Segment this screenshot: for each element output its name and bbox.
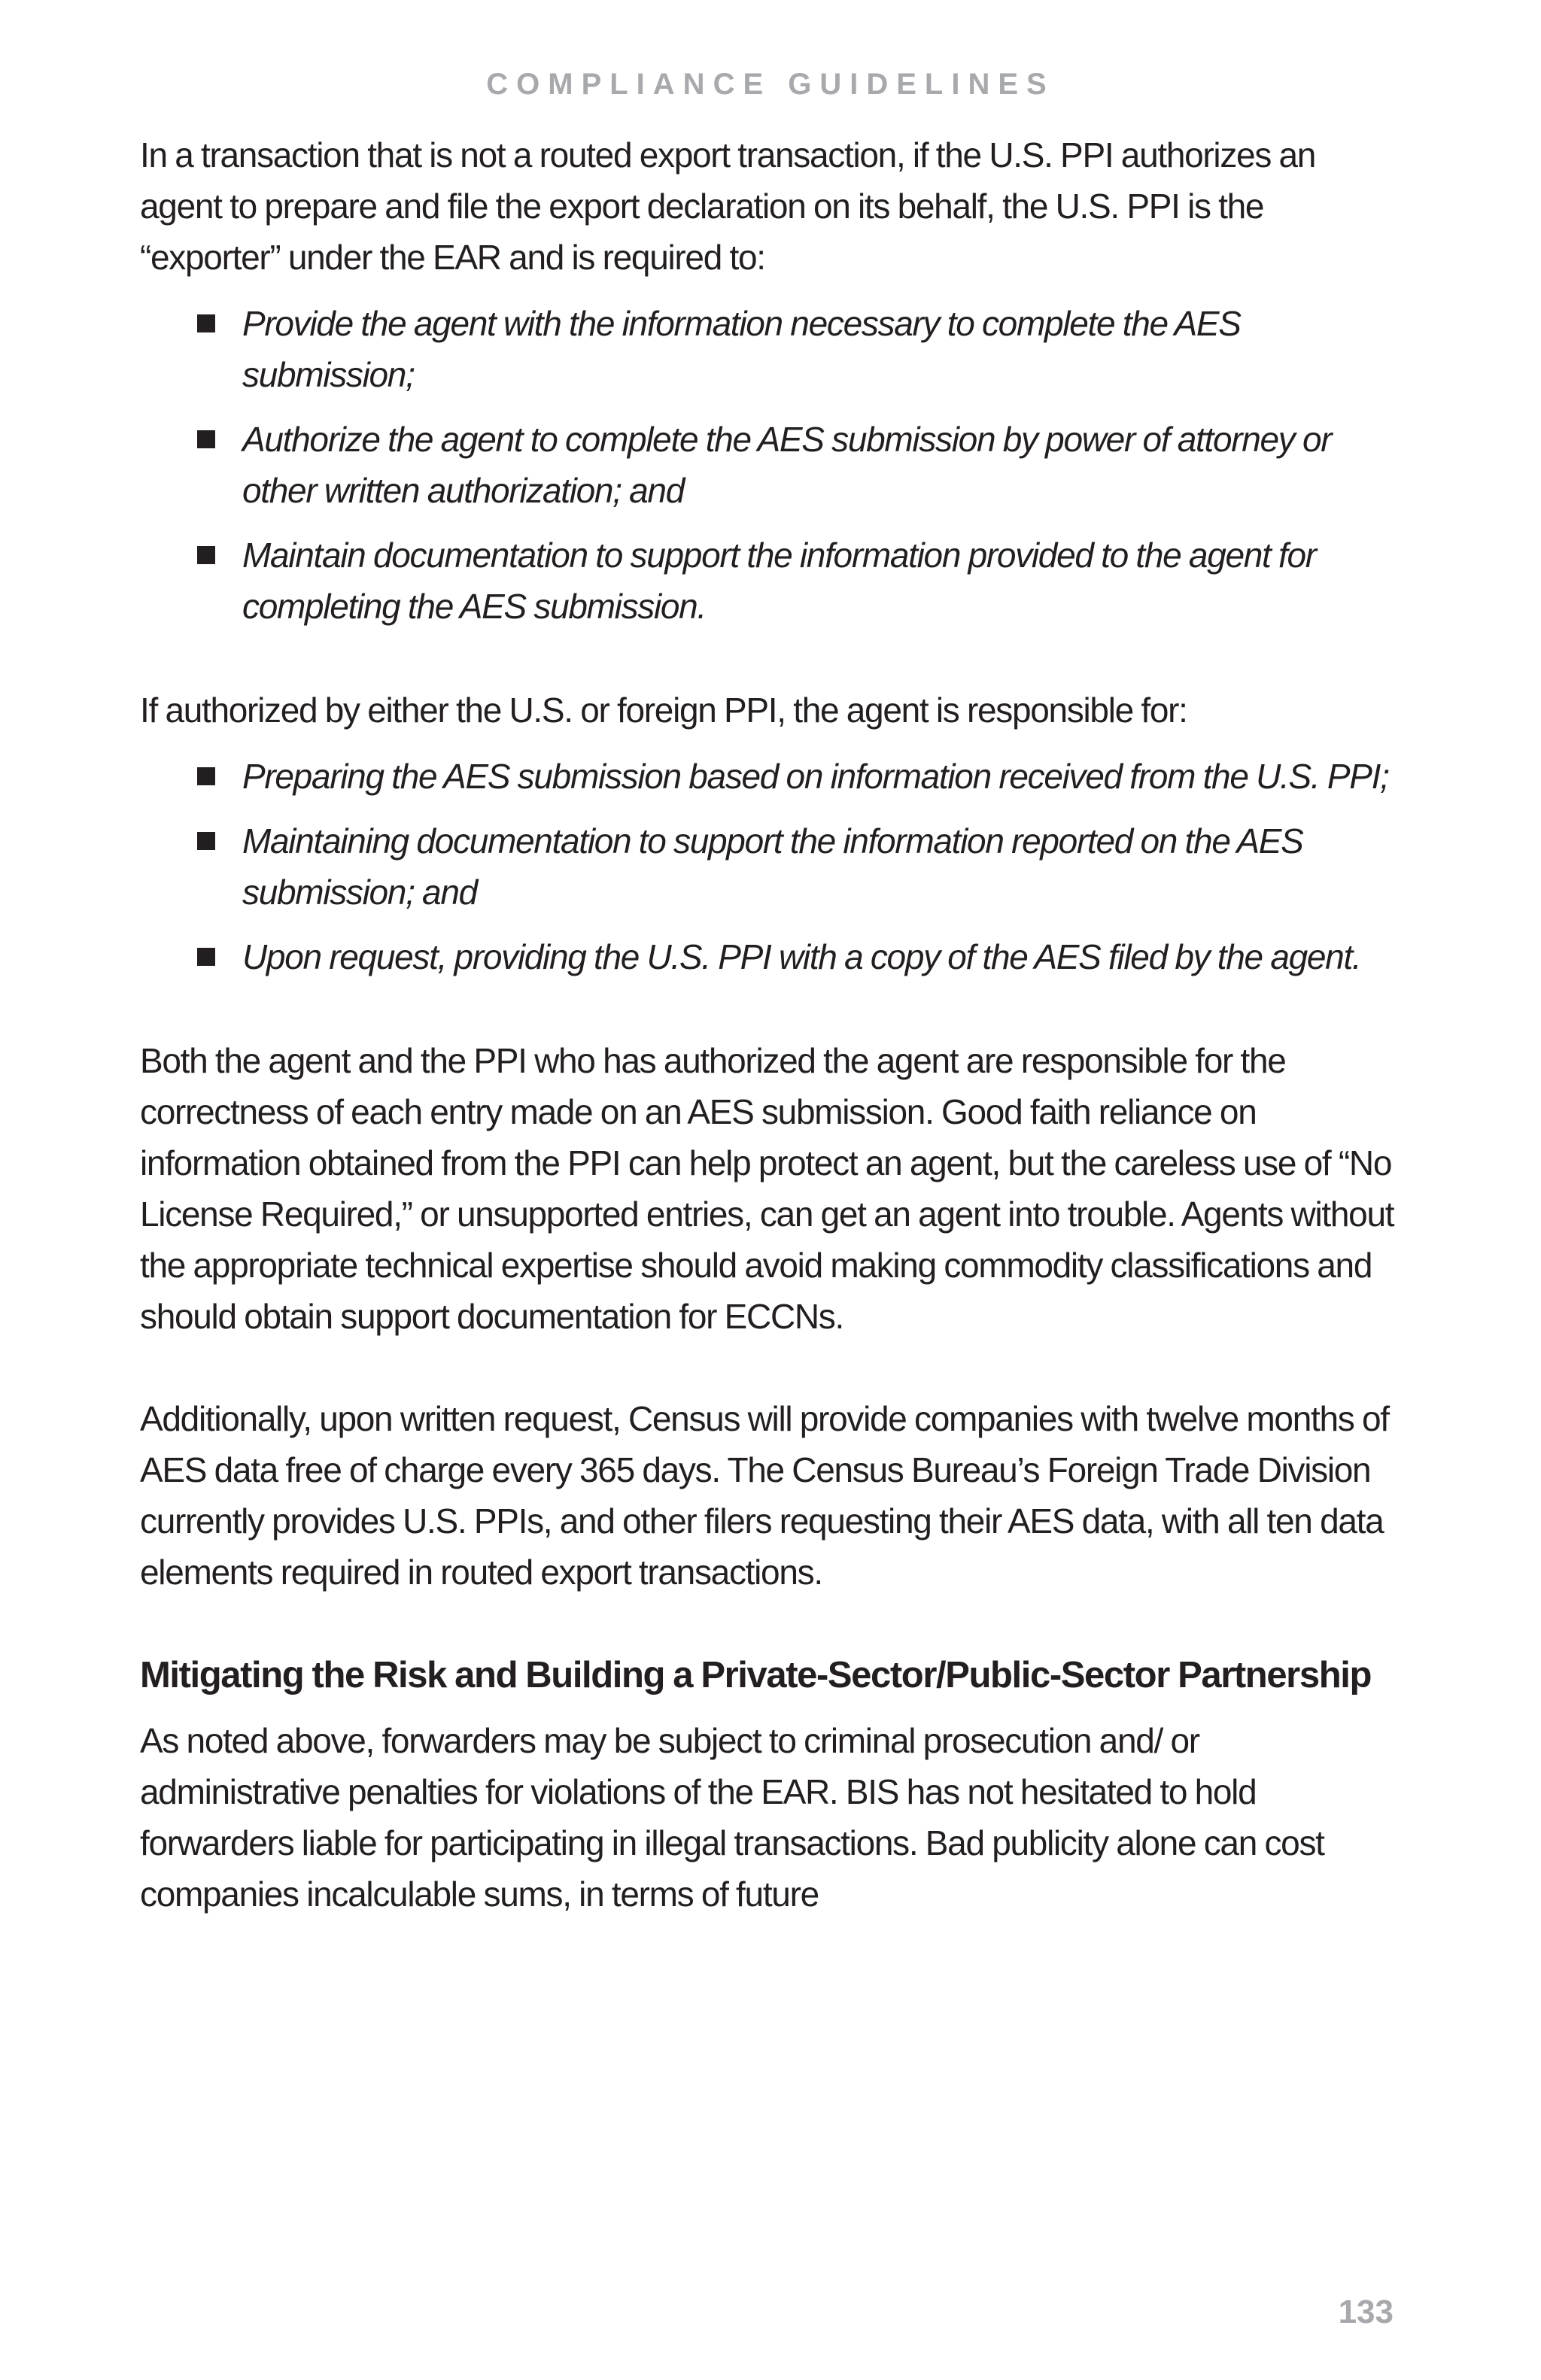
page-number: 133 bbox=[1338, 2293, 1394, 2330]
bullet-list-agent-responsibilities bbox=[140, 751, 1404, 982]
page-body bbox=[140, 129, 1404, 1920]
spacer bbox=[140, 1702, 1404, 1715]
list-item bbox=[140, 414, 1404, 516]
paragraph-shared-responsibility: Both the agent and the PPI who has authorized the agent are responsible for the correctness of each entry made on an AES submission. Good faith reliance on information obtained from the PPI can help protect an agent, but the careless use of “No License Required,” or unsupported entries, can get an agent into trouble. Agents without the appropriate technical expertise should avoid making commodity classifications and should obtain support documentation for ECCNs. bbox=[140, 1041, 1394, 1336]
paragraph-mitigating-risk: As noted above, forwarders may be subject to criminal prosecution and/ or administrative penalties for violations of the EAR. BIS has not hesitated to hold forwarders liable for participating in illegal transactions. Bad publicity alone can cost companies incalculable sums, in terms of future bbox=[140, 1721, 1324, 1914]
bullet-list-ppi-requirements bbox=[140, 298, 1404, 632]
spacer bbox=[140, 1598, 1404, 1649]
spacer bbox=[140, 996, 1404, 1035]
list-item-text: Maintain documentation to support the information provided to the agent for completing the AES submission. bbox=[242, 536, 1316, 626]
square-bullet-icon bbox=[197, 430, 215, 448]
list-item-text: Preparing the AES submission based on information received from the U.S. PPI; bbox=[242, 757, 1389, 796]
list-item bbox=[140, 815, 1404, 918]
square-bullet-icon bbox=[197, 767, 215, 785]
square-bullet-icon bbox=[197, 546, 215, 564]
list-item bbox=[140, 298, 1404, 400]
list-item bbox=[140, 530, 1404, 632]
section-heading: Mitigating the Risk and Building a Private-Sector/Public-Sector Partnership bbox=[140, 1655, 1371, 1695]
square-bullet-icon bbox=[197, 832, 215, 850]
square-bullet-icon bbox=[197, 948, 215, 966]
list-item bbox=[140, 931, 1404, 982]
paragraph-census-data: Additionally, upon written request, Census will provide companies with twelve months of AES data free of charge every 365 days. The Census Bureau’s Foreign Trade Division currently provides U.S. PPIs, and other filers requesting their AES data, with all ten data elements required in routed export transactions. bbox=[140, 1399, 1389, 1592]
spacer bbox=[140, 645, 1404, 685]
running-head: COMPLIANCE GUIDELINES bbox=[486, 68, 1055, 101]
list-item-text: Provide the agent with the information necessary to complete the AES submission; bbox=[242, 304, 1241, 394]
square-bullet-icon bbox=[197, 314, 215, 332]
list-item-text: Maintaining documentation to support the information reported on the AES submission; and bbox=[242, 821, 1303, 912]
paragraph-agent-responsibility: If authorized by either the U.S. or foreign PPI, the agent is responsible for: bbox=[140, 691, 1187, 730]
paragraph-exporter-obligations: In a transaction that is not a routed export transaction, if the U.S. PPI authorizes an agent to prepare and file the export declaration on its behalf, the U.S. PPI is the “exporter” under the EAR and is required to: bbox=[140, 135, 1316, 277]
list-item-text: Upon request, providing the U.S. PPI with a copy of the AES filed by the agent. bbox=[242, 937, 1361, 976]
list-item-text: Authorize the agent to complete the AES submission by power of attorney or other written authorization; and bbox=[242, 420, 1332, 510]
list-item bbox=[140, 751, 1404, 802]
spacer bbox=[140, 1342, 1404, 1393]
